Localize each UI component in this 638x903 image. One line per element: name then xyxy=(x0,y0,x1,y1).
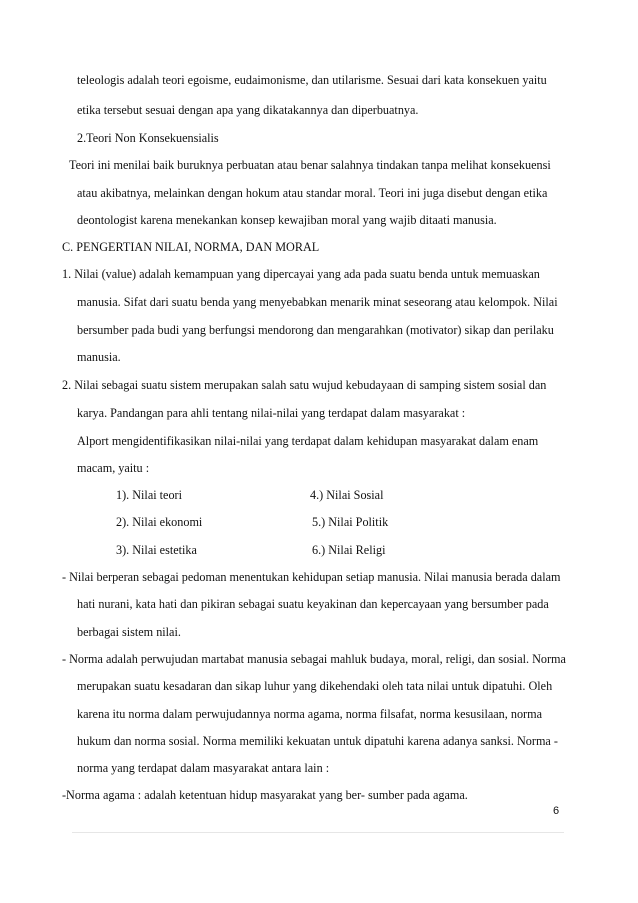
values-list-item: 5.) Nilai Politik xyxy=(312,515,389,529)
paragraph-line: deontologist karena menekankan konsep kewajiban moral yang wajib ditaati manusia. xyxy=(77,213,497,227)
paragraph-line: manusia. xyxy=(77,350,121,364)
subheading: 2.Teori Non Konsekuensialis xyxy=(77,131,219,145)
paragraph-line: 1. Nilai (value) adalah kemampuan yang dipercayai yang ada pada suatu benda untuk memuaskan xyxy=(62,267,540,281)
footer-divider xyxy=(72,832,564,833)
paragraph-line: berbagai sistem nilai. xyxy=(77,625,181,639)
paragraph-line: merupakan suatu kesadaran dan sikap luhur yang dikehendaki oleh tata nilai untuk dipatuhi. Oleh xyxy=(77,679,553,693)
paragraph-line: -Norma agama : adalah ketentuan hidup masyarakat yang ber- sumber pada agama. xyxy=(62,788,468,802)
paragraph-line: macam, yaitu : xyxy=(77,461,150,475)
paragraph-line: - Nilai berperan sebagai pedoman menentukan kehidupan setiap manusia. Nilai manusia berada dalam xyxy=(62,570,561,584)
paragraph-line: karya. Pandangan para ahli tentang nilai-nilai yang terdapat dalam masyarakat : xyxy=(77,406,466,420)
paragraph-line: karena itu norma dalam perwujudannya norma agama, norma filsafat, norma kesusilaan, norma xyxy=(77,707,542,721)
paragraph-line: norma yang terdapat dalam masyarakat antara lain : xyxy=(77,761,330,775)
values-list-item: 1). Nilai teori xyxy=(116,488,182,502)
paragraph-line: Alport mengidentifikasikan nilai-nilai yang terdapat dalam kehidupan masyarakat dalam enam xyxy=(77,434,539,448)
paragraph-line: hukum dan norma sosial. Norma memiliki kekuatan untuk dipatuhi karena adanya sanksi. Norma - xyxy=(77,734,558,748)
paragraph-line: bersumber pada budi yang berfungsi mendorong dan mengarahkan (motivator) sikap dan perilaku xyxy=(77,323,554,337)
paragraph-line: atau akibatnya, melainkan dengan hokum atau standar moral. Teori ini juga disebut dengan etika xyxy=(77,186,548,200)
values-list-item: 3). Nilai estetika xyxy=(116,543,197,557)
paragraph-line: 2. Nilai sebagai suatu sistem merupakan salah satu wujud kebudayaan di samping sistem sosial dan xyxy=(62,378,547,392)
paragraph-line: Teori ini menilai baik buruknya perbuatan atau benar salahnya tindakan tanpa melihat konsekuensi xyxy=(69,158,551,172)
paragraph-line: manusia. Sifat dari suatu benda yang menyebabkan menarik minat seseorang atau kelompok. Nilai xyxy=(77,295,558,309)
section-heading: C. PENGERTIAN NILAI, NORMA, DAN MORAL xyxy=(62,240,320,254)
values-list-item: 4.) Nilai Sosial xyxy=(310,488,384,502)
paragraph-line: etika tersebut sesuai dengan apa yang dikatakannya dan diperbuatnya. xyxy=(77,103,419,117)
values-list-item: 2). Nilai ekonomi xyxy=(116,515,203,529)
paragraph-line: - Norma adalah perwujudan martabat manusia sebagai mahluk budaya, moral, religi, dan sosial. Norma xyxy=(62,652,566,666)
page-number: 6 xyxy=(553,805,560,817)
paragraph-line: hati nurani, kata hati dan pikiran sebagai suatu keyakinan dan kepercayaan yang bersumber pada xyxy=(77,597,549,611)
paragraph-line: teleologis adalah teori egoisme, eudaimonisme, dan utilarisme. Sesuai dari kata konsekuen yaitu xyxy=(77,73,547,87)
values-list-item: 6.) Nilai Religi xyxy=(312,543,386,557)
